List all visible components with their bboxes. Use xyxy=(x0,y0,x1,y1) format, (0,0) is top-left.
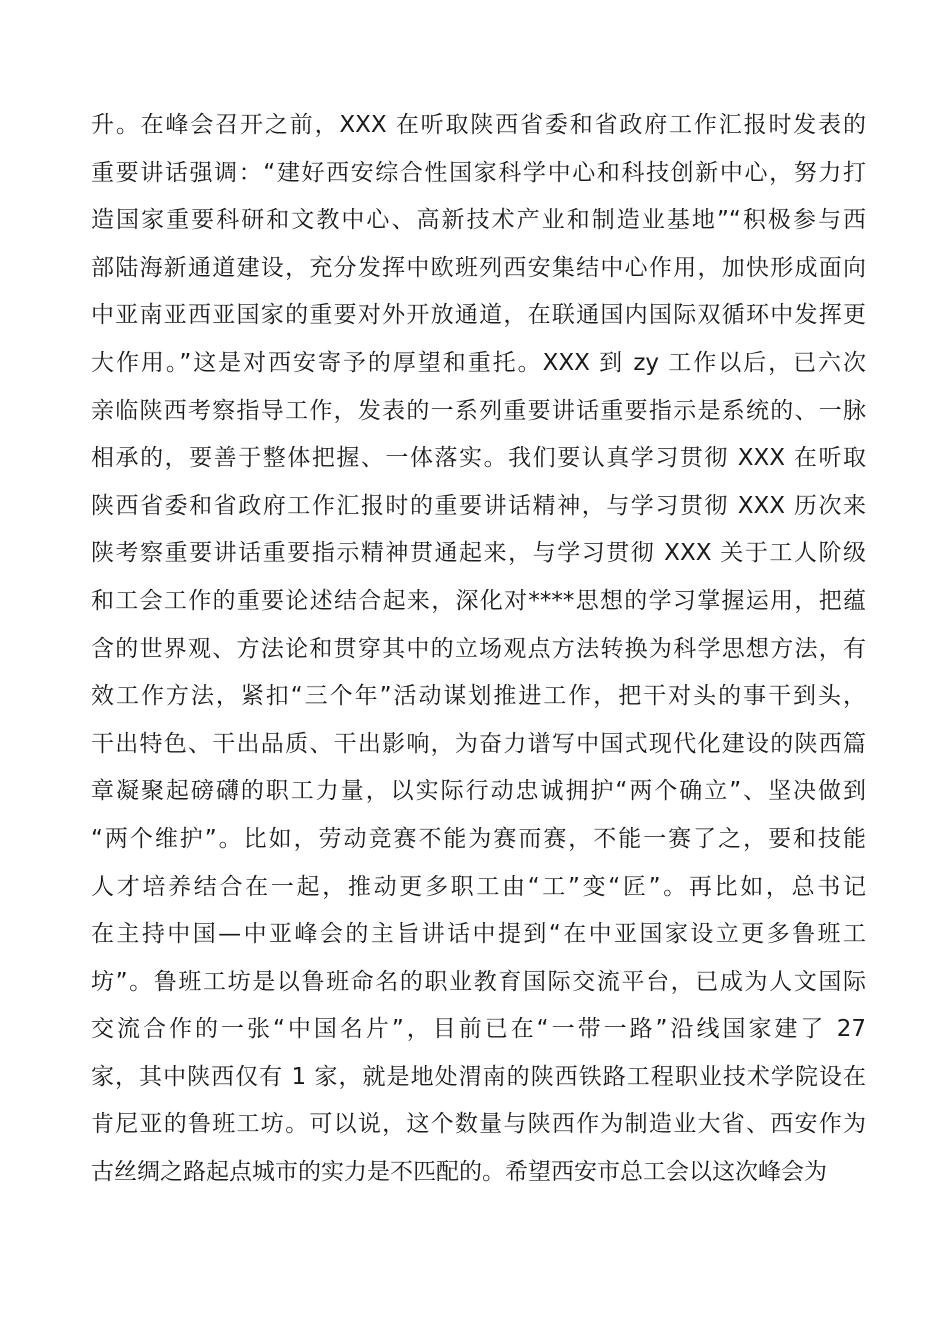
text-line: 相承的，要善于整体把握、一体落实。我们要认真学习贯彻 XXX 在听取 xyxy=(91,445,866,472)
text-line: 古丝绸之路起点城市的实力是不匹配的。希望西安市总工会以这次峰会为 xyxy=(91,1159,827,1186)
text-line: 造国家重要科研和文教中心、高新技术产业和制造业基地”“积极参与西 xyxy=(91,207,866,234)
text-line: 和工会工作的重要论述结合起来，深化对****思想的学习掌握运用，把蕴 xyxy=(91,587,866,614)
text-line: 陕西省委和省政府工作汇报时的重要讲话精神，与学习贯彻 XXX 历次来 xyxy=(91,492,866,519)
text-line: 人才培养结合在一起，推动更多职工由“工”变“匠”。再比如，总书记 xyxy=(91,873,866,900)
text-line: 家，其中陕西仅有 1 家，就是地处渭南的陕西铁路工程职业技术学院设在 xyxy=(91,1063,866,1090)
text-line: 升。在峰会召开之前，XXX 在听取陕西省委和省政府工作汇报时发表的 xyxy=(91,112,866,138)
text-line: 中亚南亚西亚国家的重要对外开放通道，在联通国内国际双循环中发挥更 xyxy=(91,302,866,329)
text-line: 亲临陕西考察指导工作，发表的一系列重要讲话重要指示是系统的、一脉 xyxy=(91,397,866,424)
text-line: “两个维护”。比如，劳动竞赛不能为赛而赛，不能一赛了之，要和技能 xyxy=(91,825,866,852)
text-line: 效工作方法，紧扣“三个年”活动谋划推进工作，把干对头的事干到头， xyxy=(91,683,866,710)
text-line: 重要讲话强调：“建好西安综合性国家科学中心和科技创新中心，努力打 xyxy=(91,159,866,186)
text-line: 大作用。”这是对西安寄予的厚望和重托。XXX 到 zy 工作以后，已六次 xyxy=(91,349,866,376)
text-line: 肯尼亚的鲁班工坊。可以说，这个数量与陕西作为制造业大省、西安作为 xyxy=(91,1111,866,1138)
text-line: 交流合作的一张“中国名片”，目前已在“一带一路”沿线国家建了 27 xyxy=(91,1016,866,1043)
text-line: 含的世界观、方法论和贯穿其中的立场观点方法转换为科学思想方法，有 xyxy=(91,635,866,662)
text-line: 章凝聚起磅礴的职工力量，以实际行动忠诚拥护“两个确立”、坚决做到 xyxy=(91,778,866,805)
text-line: 部陆海新通道建设，充分发挥中欧班列西安集结中心作用，加快形成面向 xyxy=(91,254,866,281)
text-line: 干出特色、干出品质、干出影响，为奋力谱写中国式现代化建设的陕西篇 xyxy=(91,730,866,757)
text-line: 陕考察重要讲话重要指示精神贯通起来，与学习贯彻 XXX 关于工人阶级 xyxy=(91,540,866,567)
text-line: 坊”。鲁班工坊是以鲁班命名的职业教育国际交流平台，已成为人文国际 xyxy=(91,968,866,995)
body-paragraph xyxy=(91,102,866,1197)
text-line: 在主持中国—中亚峰会的主旨讲话中提到“在中亚国家设立更多鲁班工 xyxy=(91,921,866,948)
